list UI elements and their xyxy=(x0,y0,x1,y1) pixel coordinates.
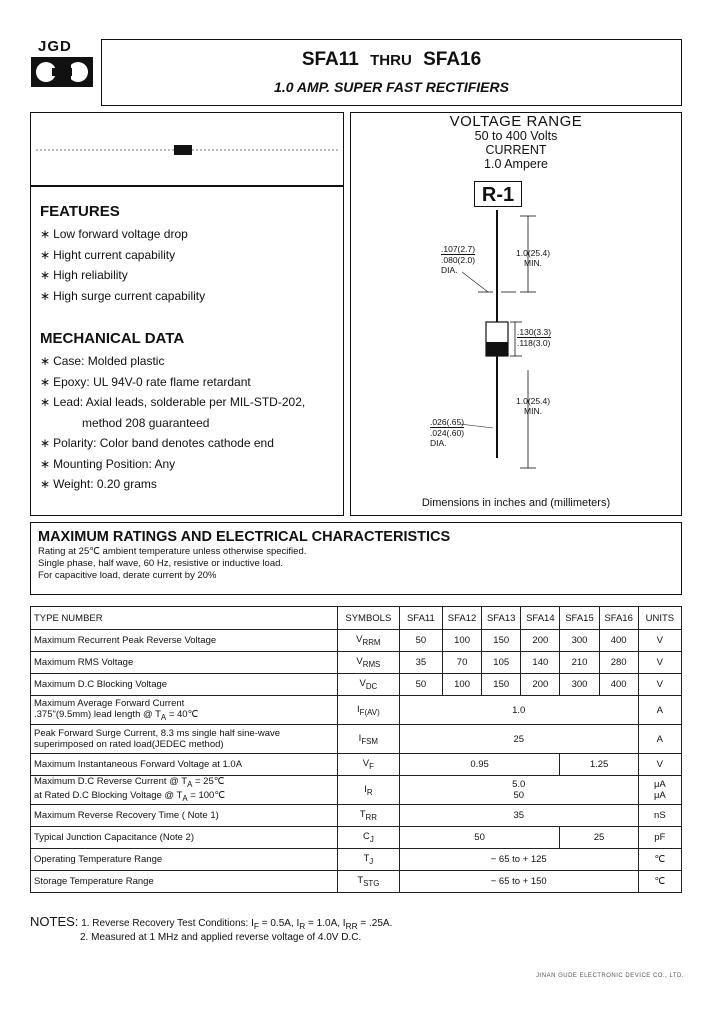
dim-body: .130(3.3) .118(3.0) xyxy=(517,327,552,348)
row-value: 210 xyxy=(560,652,599,674)
row-unit: A xyxy=(638,696,681,725)
row-unit: pF xyxy=(638,827,681,849)
table-row xyxy=(31,696,682,725)
voltage-range-block xyxy=(350,115,682,171)
table-header: SFA13 xyxy=(482,607,521,630)
table-row xyxy=(31,871,682,893)
row-value: 300 xyxy=(560,630,599,652)
row-value: 200 xyxy=(521,630,560,652)
mechanical-title: MECHANICAL DATA xyxy=(40,330,185,347)
row-value: 150 xyxy=(482,630,521,652)
row-value: 25 xyxy=(399,725,638,754)
list-item: ∗ Polarity: Color band denotes cathode end xyxy=(40,436,274,450)
list-item: ∗ Hight current capability xyxy=(40,247,176,262)
row-param: Maximum D.C Blocking Voltage xyxy=(31,674,338,696)
logo-text: JGD xyxy=(38,38,72,55)
row-value: 200 xyxy=(521,674,560,696)
dim-bottom-length: 1.0(25.4) MIN. xyxy=(516,396,551,416)
notes-block xyxy=(30,914,392,931)
row-symbol: $T_J$ xyxy=(337,849,399,871)
row-param: Maximum Average Forward Current .375"(9.5mm) lead length @ $T_A$ = 40℃ xyxy=(31,696,338,725)
row-symbol: $I_{F(AV)}$ xyxy=(337,696,399,725)
row-value: 35 xyxy=(399,805,638,827)
page-subtitle: 1.0 AMP. SUPER FAST RECTIFIERS xyxy=(274,79,509,95)
thru-label: THRU xyxy=(370,52,412,69)
row-unit: ℃ xyxy=(638,849,681,871)
row-value: 5.0 50 xyxy=(399,776,638,805)
table-header: SFA16 xyxy=(599,607,638,630)
row-value: 35 xyxy=(399,652,442,674)
row-param: Maximum Instantaneous Forward Voltage at 1.0A xyxy=(31,754,338,776)
note-1: 1. Reverse Recovery Test Conditions: $I_F = 0.5A$, $I_R = 1.0A$, $I_{RR} = .25A$. xyxy=(81,918,393,931)
table-row xyxy=(31,805,682,827)
row-unit: μA μA xyxy=(638,776,681,805)
row-symbol: $V_{DC}$ xyxy=(337,674,399,696)
row-param: Peak Forward Surge Current, 8.3 ms single half sine-wave superimposed on rated load(JEDEC method) xyxy=(31,725,338,754)
table-row xyxy=(31,652,682,674)
row-value: 50 xyxy=(399,674,442,696)
table-row xyxy=(31,725,682,754)
table-row xyxy=(31,630,682,652)
row-unit: V xyxy=(638,754,681,776)
list-item: ∗ Low forward voltage drop xyxy=(40,227,188,241)
voltage-range-value: 50 to 400 Volts xyxy=(474,129,558,143)
table-row xyxy=(31,754,682,776)
row-symbol: $T_{STG}$ xyxy=(337,871,399,893)
list-item: ∗ Mounting Position: Any xyxy=(40,456,176,471)
list-item-cont: method 208 guaranteed xyxy=(82,415,210,430)
row-symbol: $I_R$ xyxy=(337,776,399,805)
part-start: SFA11 xyxy=(301,49,359,70)
row-symbol: $V_F$ xyxy=(337,754,399,776)
current-value: 1.0 Ampere xyxy=(484,157,548,171)
ratings-title: MAXIMUM RATINGS AND ELECTRICAL CHARACTERISTICS xyxy=(38,529,451,545)
diode-image xyxy=(34,140,340,160)
row-value: 25 xyxy=(560,827,638,849)
row-value: 300 xyxy=(560,674,599,696)
table-row xyxy=(31,849,682,871)
row-value: 105 xyxy=(482,652,521,674)
row-symbol: $C_J$ xyxy=(337,827,399,849)
list-item: ∗ High surge current capability xyxy=(40,288,206,303)
row-param: Maximum RMS Voltage xyxy=(31,652,338,674)
row-symbol: $V_{RRM}$ xyxy=(337,630,399,652)
row-unit: nS xyxy=(638,805,681,827)
row-value: 280 xyxy=(599,652,638,674)
row-param: Maximum Recurrent Peak Reverse Voltage xyxy=(31,630,338,652)
table-header-row xyxy=(31,607,682,630)
row-value: − 65 to + 150 xyxy=(399,871,638,893)
voltage-range-title: VOLTAGE RANGE xyxy=(449,113,583,130)
features-title: FEATURES xyxy=(40,203,120,220)
row-symbol: $T_{RR}$ xyxy=(337,805,399,827)
row-param: Maximum Reverse Recovery Time ( Note 1) xyxy=(31,805,338,827)
dim-wire-dia: .026(.65) .024(.60) DIA. xyxy=(430,417,465,448)
row-unit: V xyxy=(638,674,681,696)
mechanical-list xyxy=(40,351,305,495)
list-item: ∗ Epoxy: UL 94V-0 rate flame retardant xyxy=(40,374,251,389)
note-2: 2. Measured at 1 MHz and applied reverse voltage of 4.0V D.C. xyxy=(80,932,362,943)
table-header: UNITS xyxy=(638,607,681,630)
table-row xyxy=(31,776,682,805)
row-value: 70 xyxy=(443,652,482,674)
dim-lead-dia: .107(2.7) .080(2.0) DIA. xyxy=(441,244,476,275)
table-row xyxy=(31,674,682,696)
row-unit: V xyxy=(638,652,681,674)
row-value: 50 xyxy=(399,630,442,652)
list-item: ∗ Case: Molded plastic xyxy=(40,354,165,368)
ratings-notes: Rating at 25℃ ambient temperature unless otherwise specified. Single phase, half wave, 60 Hz, resistive or inductive load. For capacitive load, derate current by 20% xyxy=(38,546,307,581)
table-header: SFA12 xyxy=(443,607,482,630)
row-value: 50 xyxy=(399,827,560,849)
table-header: SFA14 xyxy=(521,607,560,630)
table-row xyxy=(31,827,682,849)
row-symbol: $I_{FSM}$ xyxy=(337,725,399,754)
spec-table xyxy=(30,606,682,893)
dim-top-length: 1.0(25.4) MIN. xyxy=(516,248,551,268)
row-value: 140 xyxy=(521,652,560,674)
features-list xyxy=(40,224,205,306)
row-value: 150 xyxy=(482,674,521,696)
row-value: 400 xyxy=(599,630,638,652)
row-param: Storage Temperature Range xyxy=(31,871,338,893)
row-value: − 65 to + 125 xyxy=(399,849,638,871)
table-header: SFA11 xyxy=(399,607,442,630)
row-unit: V xyxy=(638,630,681,652)
row-value: 0.95 xyxy=(399,754,560,776)
row-unit: A xyxy=(638,725,681,754)
row-param: Maximum D.C Reverse Current @ $T_A$ = 25℃ at Rated D.C Blocking Voltage @ $T_A$ = 100℃ xyxy=(31,776,338,805)
notes-label: NOTES: xyxy=(30,914,79,929)
table-header: TYPE NUMBER xyxy=(31,607,338,630)
row-value: 1.25 xyxy=(560,754,638,776)
row-value: 400 xyxy=(599,674,638,696)
table-header: SFA15 xyxy=(560,607,599,630)
page-title xyxy=(101,49,682,71)
drawing-caption: Dimensions in inches and (millimeters) xyxy=(421,497,611,509)
row-param: Operating Temperature Range xyxy=(31,849,338,871)
list-item: ∗ Weight: 0.20 grams xyxy=(40,477,157,491)
row-value: 1.0 xyxy=(399,696,638,725)
row-unit: ℃ xyxy=(638,871,681,893)
list-item: ∗ Lead: Axial leads, solderable per MIL-STD-202, xyxy=(40,395,306,409)
row-value: 100 xyxy=(443,674,482,696)
row-value: 100 xyxy=(443,630,482,652)
row-symbol: $V_{RMS}$ xyxy=(337,652,399,674)
package-label: R-1 xyxy=(474,181,522,207)
table-header: SYMBOLS xyxy=(337,607,399,630)
row-param: Typical Junction Capacitance (Note 2) xyxy=(31,827,338,849)
logo-icon xyxy=(30,56,94,88)
footer-company: JINAN GUDE ELECTRONIC DEVICE CO., LTD. xyxy=(536,973,684,979)
current-title: CURRENT xyxy=(485,143,547,157)
list-item: ∗ High reliability xyxy=(40,268,128,282)
part-end: SFA16 xyxy=(423,49,482,70)
